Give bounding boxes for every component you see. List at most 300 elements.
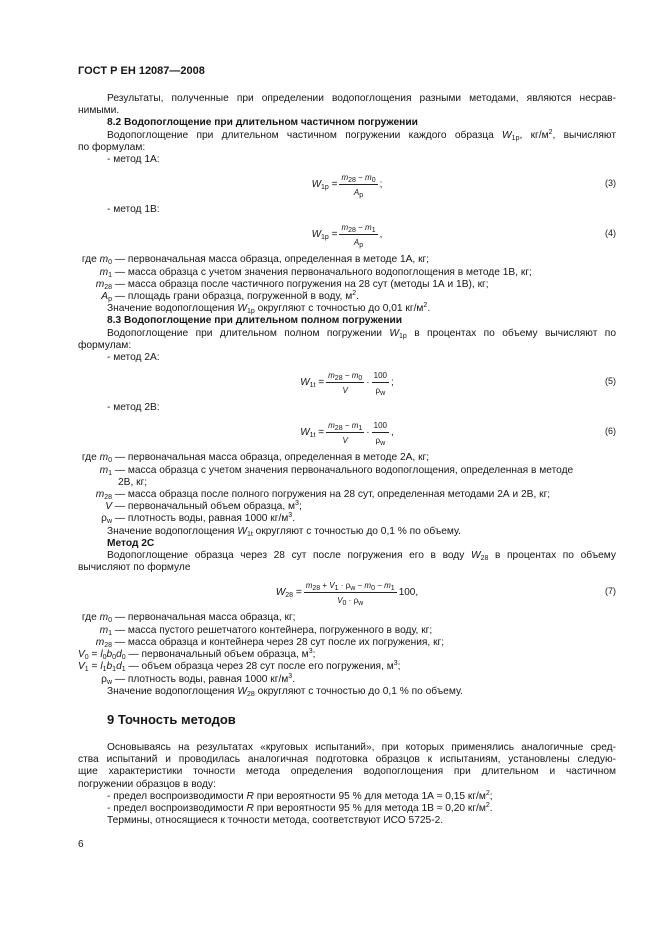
definition-symbol [78,254,112,266]
text-run: Термины, относящиеся к точности метода, соответствуют ИСО 5725-2. [107,815,444,827]
math-symbol: m [364,581,372,591]
text-run: · [366,377,370,389]
definition-line [78,625,616,637]
subscript: p [359,192,364,200]
text-line [78,340,616,352]
text-run: масса образца и контейнера через 28 сут после их погружения, кг; [127,636,445,648]
text-run: погружении образцов в воду: [78,778,216,790]
definition-symbol [78,291,112,303]
denominator [354,185,363,198]
subscript: 1 [108,271,112,279]
text-run: = [88,661,101,673]
clause-heading [78,712,616,728]
em-dash: — [112,291,128,303]
text-run: масса образца с учетом значения первоначального водопоглощения в методе 1В, кг; [127,266,532,278]
math-symbol: m [365,173,372,183]
definition-text [128,465,573,476]
fraction [372,420,389,446]
math-symbol: V [337,596,343,606]
definition-symbol [78,501,112,513]
text-line [107,538,616,550]
text-run: · ρ [338,581,351,591]
math-symbol: m [99,624,109,636]
text-run: Водопоглощение образца через 28 сут после погружения его в воду [107,550,471,562]
formula [78,166,616,204]
superscript: 3 [393,660,398,668]
definition-text [128,267,532,278]
em-dash: — [112,673,128,685]
text-line [78,562,616,574]
text-run: Значение водопоглощения [107,303,238,315]
definition-line [78,291,616,303]
superscript: 2 [352,290,357,298]
text-run: - метод 1А: [107,154,160,166]
text-line [78,779,616,791]
text-run: − [355,173,366,183]
definition-text [128,513,295,524]
definition-symbol [78,513,112,525]
definition-symbol [78,452,112,464]
em-dash: — [112,266,128,278]
numerator [326,420,364,433]
math-symbol: W [311,229,322,241]
subscript: 28 [334,425,343,433]
math-symbol: l [100,649,103,661]
text-run: по формулам: [78,141,146,153]
text-line [78,93,616,105]
subscript: 28 [104,641,112,649]
numerator [339,222,377,235]
text-run: ; [397,661,401,673]
superscript: 3 [288,672,293,680]
definition-line [78,637,616,649]
text-run: − [374,581,385,591]
definition-line [78,465,616,477]
subscript: 28 [348,177,356,185]
text-run: округляют с точностью до 0,1 % по объему. [252,525,461,537]
text-run: формулам: [78,339,132,351]
text-run: ; [298,501,302,513]
text-run: Значение водопоглощения [107,525,238,537]
paragraph [78,742,616,791]
em-dash: — [112,489,128,501]
numerator [339,172,377,185]
paragraph [78,526,616,538]
text-run: = [88,649,101,661]
list-item [78,402,616,414]
subscript: 1 [102,666,107,674]
subscript: w [106,678,112,686]
subscript: 0 [84,654,89,662]
text-run: - метод 2В: [107,402,160,414]
definition-symbol [78,674,112,686]
definition-line [78,267,616,279]
definition-symbol [78,612,112,624]
math-symbol: d [116,649,122,661]
text-run: масса образца с учетом значения первоначального водопоглощения, определенная в методе [127,464,574,476]
text-line [107,712,616,728]
formula-part [276,587,302,599]
text-run: масса образца после полного погружения на 28 сут, определенная методами 2А и 2В, кг; [127,489,551,501]
text-run: . [427,303,431,315]
subscript: w [350,585,356,593]
text-line [78,742,616,754]
math-symbol: b [106,649,113,661]
superscript: 3 [288,512,293,520]
math-symbol: W [470,550,481,562]
text-line [78,815,616,827]
subscript: 1p [399,332,407,340]
formula-part [391,427,394,439]
definition-line [78,649,616,661]
subscript: 1 [112,666,117,674]
math-symbol: A [101,291,109,303]
text-run: , вычисляют [552,129,616,141]
list-item [78,791,616,803]
formula-expression [78,216,616,254]
text-run: ; [489,790,493,802]
subscript: 1p [511,134,520,142]
list-item [78,204,616,216]
subscript: 28 [480,555,489,563]
text-run: округляют с точностью до 0,1 % по объему. [254,685,463,697]
math-symbol: m [341,173,349,183]
math-symbol: W [389,327,400,339]
math-symbol: m [95,489,105,501]
text-run: при вероятности 95 % для метода 1В ≈ 0,20 кг/м [253,802,486,814]
subscript: 1 [371,227,376,235]
subscript: 0 [371,177,376,185]
math-symbol: m [99,266,109,278]
text-run: · ρ [346,596,359,606]
math-symbol: m [95,636,105,648]
subscript: 1 [108,629,112,637]
list [78,402,616,414]
section-heading [78,117,616,129]
text-run: − [342,421,352,431]
subscript: w [358,600,364,608]
subscript: 0 [108,259,112,267]
subscript: 1t [309,382,316,390]
denominator [337,593,363,606]
text-run: масса пустого решетчатого контейнера, погруженного в воду, кг; [127,624,433,636]
subscript: 28 [104,283,112,291]
math-symbol: m [99,464,109,476]
text-line [78,686,616,698]
page-content [78,93,616,827]
text-run: нимыми. [78,105,120,117]
text-run: 8.2 Водопоглощение при длительном частичном погружении [107,117,418,129]
em-dash: — [112,624,128,636]
fraction [326,370,364,396]
math-symbol: m [384,581,391,591]
math-symbol: m [99,612,109,624]
definition-text [128,625,432,636]
list [78,154,616,166]
text-run: ρ [375,436,381,446]
text-run: ; [391,377,394,389]
page-body [78,93,616,851]
text-run: = [315,377,325,389]
text-run: плотность воды, равная 1000 кг/м [127,513,289,525]
subscript: 1t [246,530,253,538]
superscript: 2 [485,789,490,797]
subscript: 1p [321,184,329,192]
text-run: - предел воспроизводимости [107,802,247,814]
math-symbol: W [237,685,247,697]
text-run: 100, [398,587,419,599]
math-symbol: R [246,790,254,802]
paragraph [78,130,616,154]
definition-text [128,501,302,512]
text-line [78,130,616,142]
text-run: Значение водопоглощения [107,685,238,697]
text-line [107,117,616,129]
text-run: . [292,673,296,685]
subscript: 1p [246,308,255,316]
numerator [326,370,364,383]
text-run: , кг/м [519,129,549,141]
text-run: Метод 2С [107,537,155,549]
definition-text [128,254,429,265]
text-run: где [81,612,100,624]
formula-part [380,179,383,191]
text-line [78,328,616,340]
definition-line [78,279,616,291]
text-line [78,766,616,778]
subscript: 28 [104,494,112,502]
em-dash: — [112,278,128,290]
math-symbol: R [246,802,254,814]
text-run: щие характеристики точности метода определения водопоглощения при длительном и частичном [78,766,616,778]
text-run: . [489,802,493,814]
math-symbol: m [99,452,109,464]
text-run: Основываясь на результатах «круговых испытаний», при которых применялись аналогичные сред- [107,741,616,753]
formula-part [300,427,324,439]
text-run: где [81,254,100,266]
fraction [339,222,377,248]
text-run: ρ [375,386,381,396]
definition-line [78,452,616,464]
text-run: = [315,427,325,439]
math-symbol: m [328,421,335,431]
subscript: 1 [334,585,339,593]
text-run: = [328,179,338,191]
formula [78,414,616,452]
formula-part [312,179,338,191]
text-run: первоначальная масса образца, определенная в методе 1А, кг; [127,254,430,266]
definition-symbol [78,649,126,661]
definition-text [128,489,550,500]
subscript: 28 [334,375,343,383]
text-run: . [356,291,359,303]
formula [78,216,616,254]
text-run: Результаты, полученные при определении водопоглощения разными методами, являются несрав- [107,93,616,104]
list [78,204,616,216]
definition-text [128,279,489,290]
math-symbol: V [342,436,348,446]
math-symbol: b [106,661,113,673]
formula-expression [78,414,616,452]
formula-expression [78,166,616,204]
em-dash: — [112,501,128,513]
subscript: 0 [108,617,112,625]
text-run: ; [312,649,316,661]
em-dash: — [125,661,142,673]
standard-header: ГОСТ Р ЕН 12087—2008 [78,65,205,77]
formula-part [312,229,338,241]
math-symbol: A [353,238,360,248]
math-symbol: m [328,371,335,381]
math-symbol: V [105,501,112,513]
definition-line [78,254,616,266]
text-run: ρ [101,673,107,685]
superscript: 2 [485,801,490,809]
text-line [107,315,616,327]
page-number: 6 [78,839,84,851]
subscript: 0 [358,375,363,383]
math-symbol: m [351,421,359,431]
subscript: 0 [342,600,347,608]
definition-symbol [78,465,112,477]
subscript: 1 [108,469,112,477]
text-run: в процентах по объему вычисляют по [406,327,616,339]
text-run: при вероятности 95 % для метода 1А ≈ 0,15 кг/м [253,790,486,802]
denominator [376,383,386,396]
paragraph [78,815,616,827]
equation-number: (5) [605,376,616,387]
em-dash: — [112,464,128,476]
text-run: , [379,229,383,241]
text-run: ства испытаний и проводилась аналогичная подготовка образцов к испытаниям, установлены следую- [78,754,616,766]
subscript: w [380,390,386,398]
formula-part [399,587,418,599]
em-dash: — [112,636,128,648]
text-run: где [81,452,100,464]
formula-part [380,229,383,241]
math-symbol: V [329,581,335,591]
math-symbol: V [78,649,85,661]
numerator [304,580,397,593]
text-run: Водопоглощение при длительном частичном погружении каждого образца [107,129,503,141]
subscript: 1 [390,585,395,593]
math-symbol: m [341,223,349,233]
text-run: плотность воды, равная 1000 кг/м [127,673,289,685]
text-run: ; [379,179,383,191]
equation-number: (6) [605,426,616,437]
list-item [78,352,616,364]
definition-text [128,637,444,648]
definitions-list [78,612,616,685]
superscript: 3 [295,500,299,508]
definition-symbol [78,267,112,279]
text-run: округляют с точностью до 0,01 кг/м [254,303,424,315]
definition-line [78,489,616,501]
text-line [78,754,616,766]
definition-symbol [78,625,112,637]
definition-text [128,674,295,685]
subscript: 0 [102,654,107,662]
subscript: 28 [285,592,294,600]
subscript: 1p [321,234,329,242]
definition-text [142,661,401,672]
subscript: 28 [312,585,321,593]
text-run: вычисляют по формуле [78,562,191,574]
definition-line [78,501,616,513]
list [78,352,616,364]
numerator [372,420,389,433]
text-line [78,550,616,562]
paragraph [78,686,616,698]
text-run: Водопоглощение при длительном полном погружении [107,327,390,339]
text-run: . [292,513,296,525]
formula-part [300,377,324,389]
subscript: w [380,440,386,448]
subsection-heading [78,538,616,550]
fraction [326,420,364,446]
formula [78,364,616,402]
math-symbol: W [311,179,322,191]
denominator [376,433,386,446]
subscript: p [359,242,364,250]
formula-part [391,377,394,389]
em-dash: — [112,513,128,525]
subscript: 0 [112,654,117,662]
definition-line [78,513,616,525]
subscript: 0 [371,585,375,593]
text-run: площадь грани образца, погруженной в воду, м [127,291,353,303]
subscript: 28 [348,227,356,235]
denominator [354,235,363,248]
superscript: 2 [548,128,553,136]
text-run: первоначальная масса образца, кг; [127,612,296,624]
definition-text [128,612,296,623]
text-line [78,105,616,117]
subscript: 1 [358,425,363,433]
paragraph [78,328,616,352]
subscript: p [108,296,112,304]
math-symbol: m [365,223,372,233]
definition-text [128,452,429,463]
subscript: w [106,518,112,526]
equation-number: (7) [605,586,616,597]
denominator [343,383,348,396]
math-symbol: W [502,129,512,141]
text-run: - метод 1В: [107,204,160,216]
formula [78,574,616,612]
text-run: 2В, кг; [118,476,148,488]
denominator [343,433,348,446]
text-run: - метод 2А: [107,352,160,364]
definition-symbol [78,279,112,291]
em-dash: — [112,254,128,266]
subscript: 1 [84,666,89,674]
text-run: − [355,223,366,233]
definition-text [142,649,316,660]
text-run: объем образца через 28 сут после его погружения, м [141,661,394,673]
em-dash: — [125,649,142,661]
text-run: , [391,427,394,439]
text-run: первоначальный объем образца, м [141,649,309,661]
subscript: 1 [121,666,126,674]
text-line [78,526,616,538]
math-symbol: m [305,581,313,591]
definition-line [78,612,616,624]
math-symbol: d [116,661,122,673]
math-symbol: A [353,188,360,198]
math-symbol: m [95,278,105,290]
text-run: = [293,587,302,599]
